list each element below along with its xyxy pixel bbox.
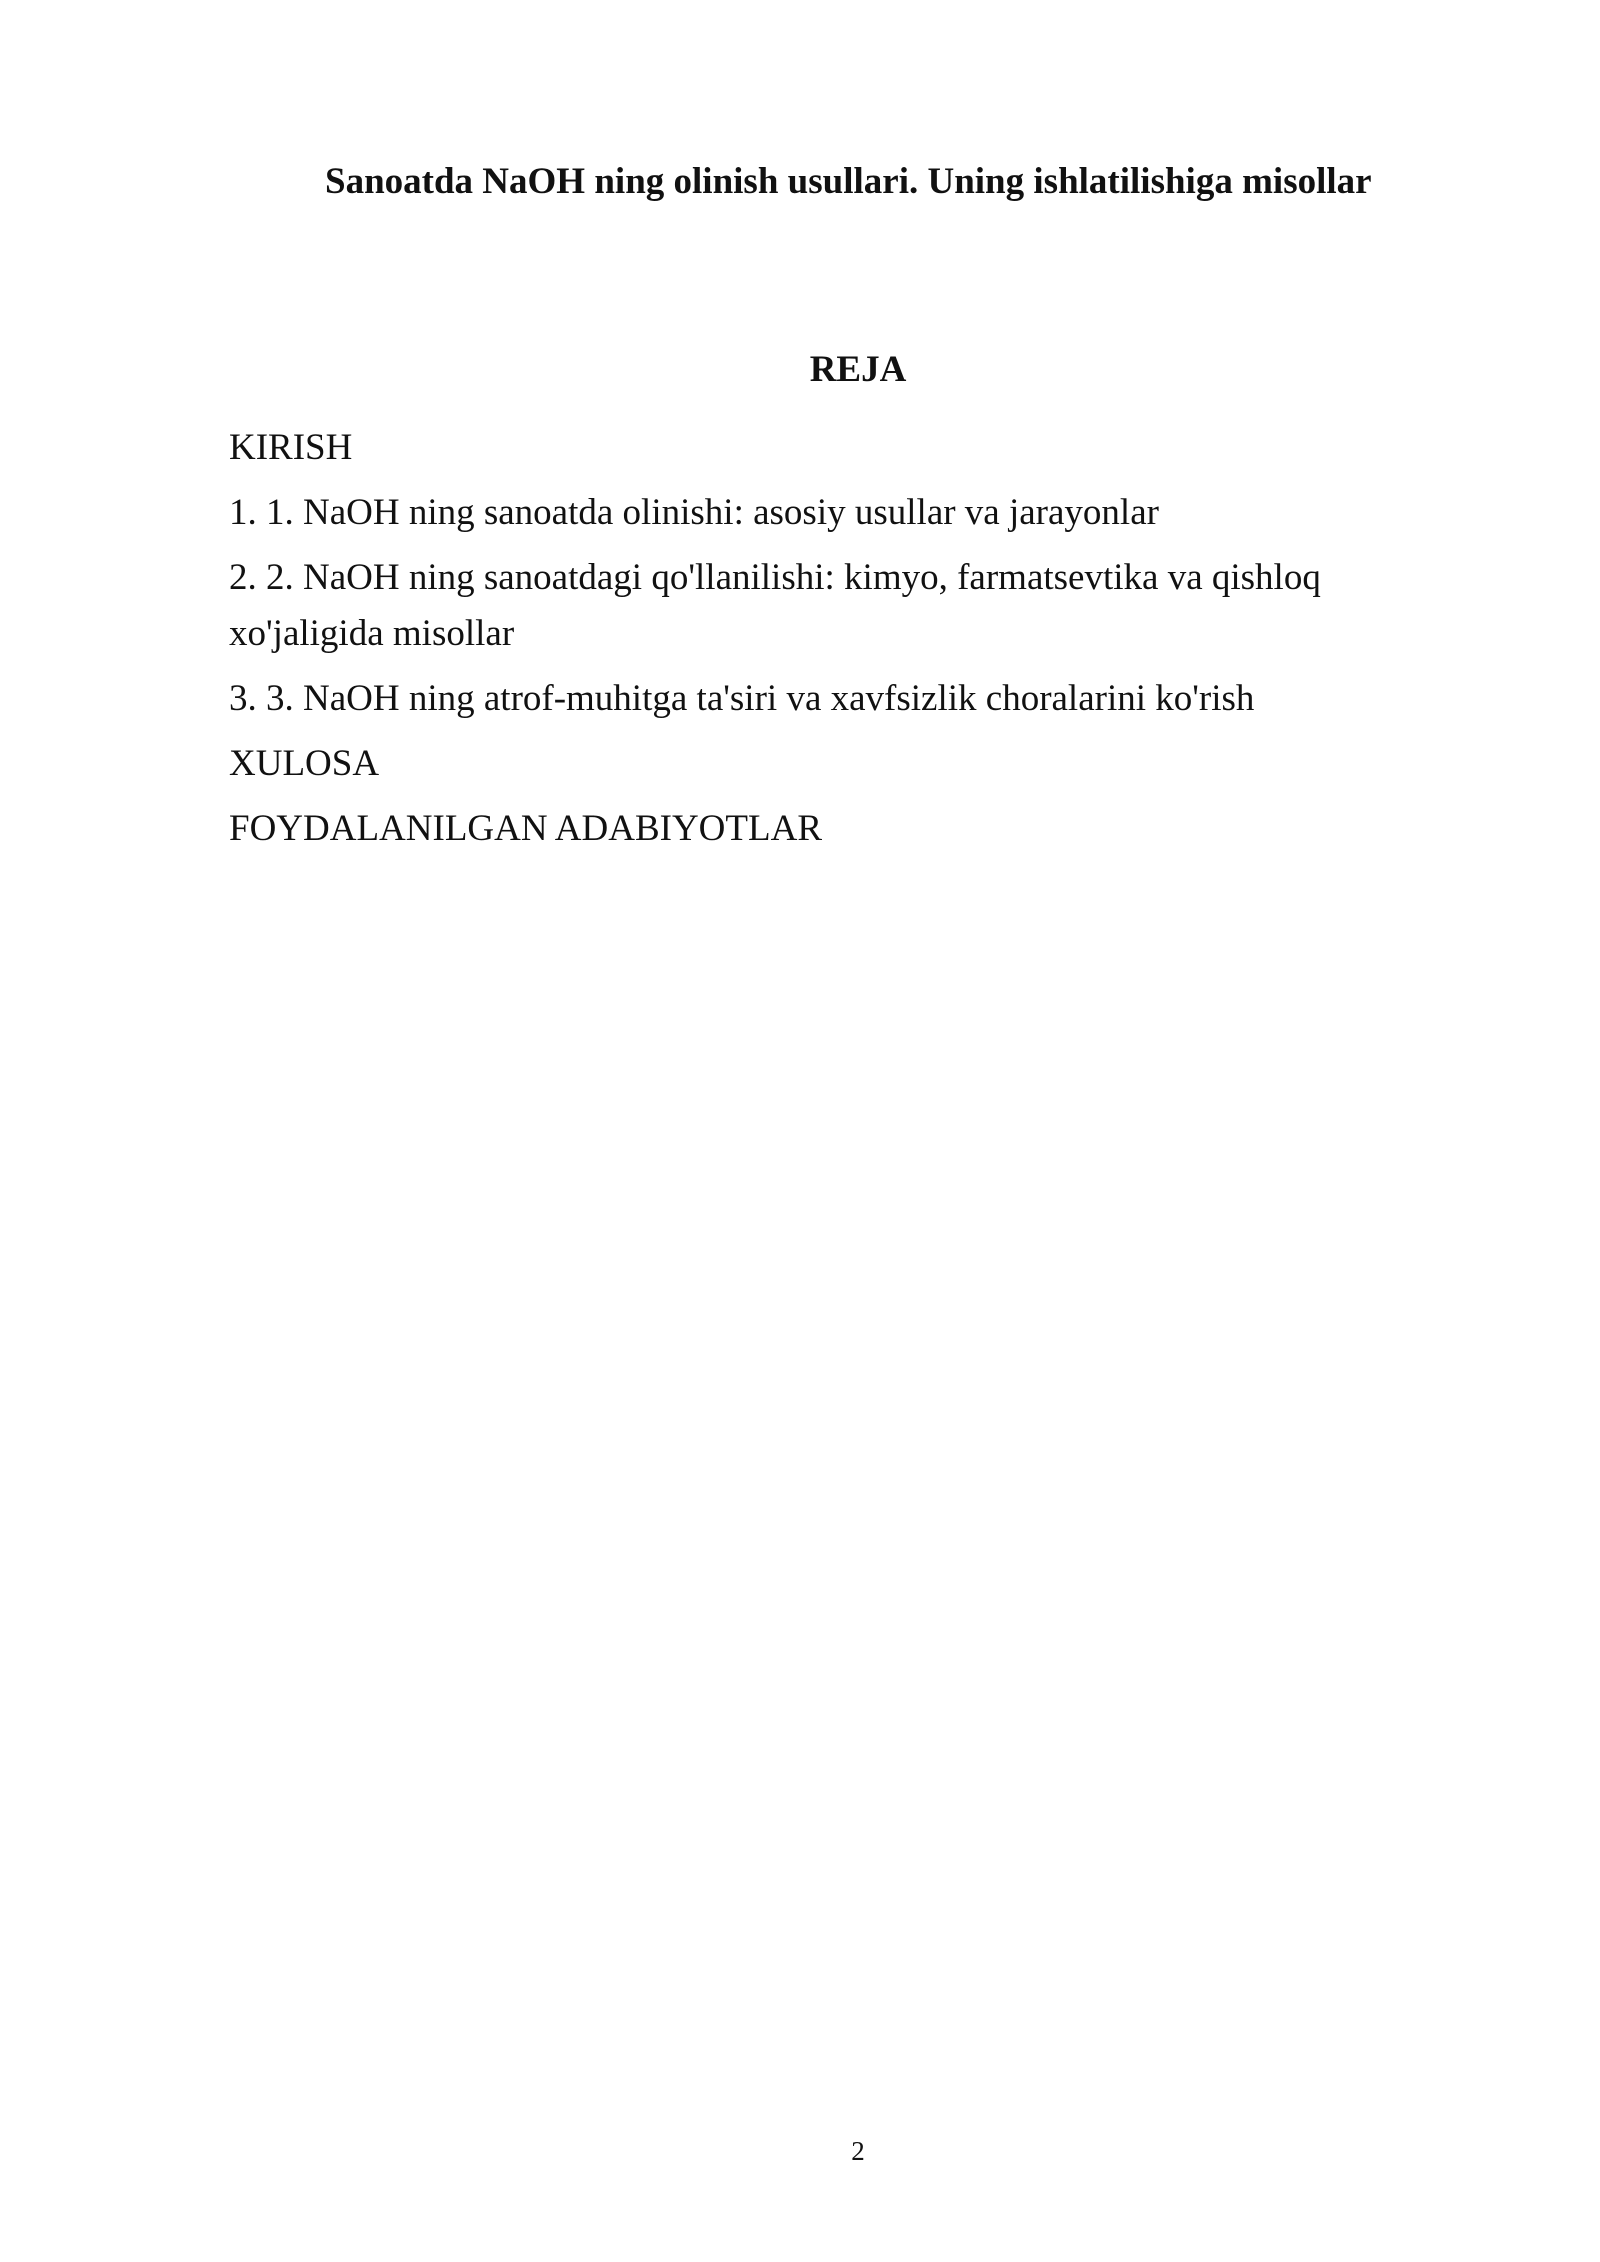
- toc-item-references: FOYDALANILGAN ADABIYOTLAR: [229, 808, 822, 849]
- toc-item-conclusion: XULOSA: [229, 743, 380, 784]
- toc-item-section-3: 3. 3. NaOH ning atrof-muhitga ta'siri va xavfsizlik choralarini ko'rish: [229, 678, 1255, 719]
- plan-heading: REJA: [809, 349, 907, 390]
- toc-item-introduction: KIRISH: [229, 427, 353, 468]
- page-number: 2: [851, 2136, 865, 2166]
- document-title: Sanoatda NaOH ning olinish usullari. Uning ishlatilishiga misollar: [325, 161, 1372, 202]
- toc-item-section-2: 2. 2. NaOH ning sanoatdagi qo'llanilishi: kimyo, farmatsevtika va qishloq xo'jaligida misollar: [229, 557, 1321, 654]
- table-of-contents: [229, 420, 1389, 866]
- toc-item-section-1: 1. 1. NaOH ning sanoatda olinishi: asosiy usullar va jarayonlar: [229, 492, 1159, 533]
